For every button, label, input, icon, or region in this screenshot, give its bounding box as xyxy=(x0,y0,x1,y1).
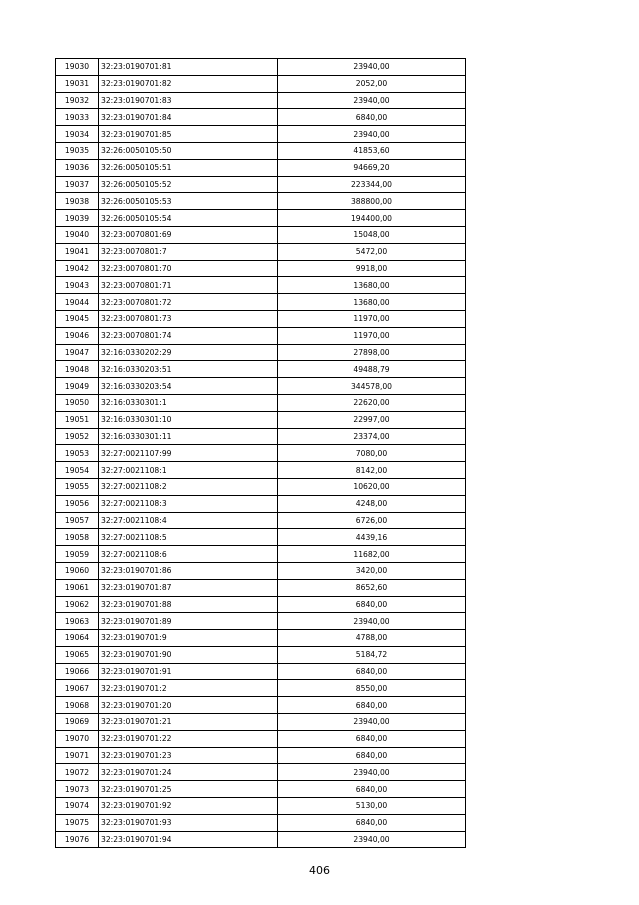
table-row xyxy=(56,596,466,613)
cadastral-value-cell: 9918,00 xyxy=(278,260,466,277)
cadastral-value-cell: 13680,00 xyxy=(278,277,466,294)
cadastral-number-cell: 32:23:0190701:84 xyxy=(99,109,278,126)
table-row xyxy=(56,478,466,495)
table-body xyxy=(56,59,466,848)
cadastral-value-cell: 6840,00 xyxy=(278,109,466,126)
row-number-cell: 19052 xyxy=(56,428,99,445)
table-row xyxy=(56,579,466,596)
cadastral-number-cell: 32:23:0190701:9 xyxy=(99,630,278,647)
cadastral-number-cell: 32:23:0190701:87 xyxy=(99,579,278,596)
cadastral-number-cell: 32:16:0330203:54 xyxy=(99,378,278,395)
cadastral-value-cell: 23940,00 xyxy=(278,59,466,76)
table-row xyxy=(56,394,466,411)
cadastral-value-cell: 4248,00 xyxy=(278,495,466,512)
table-row xyxy=(56,344,466,361)
row-number-cell: 19074 xyxy=(56,798,99,815)
cadastral-number-cell: 32:23:0190701:82 xyxy=(99,75,278,92)
row-number-cell: 19041 xyxy=(56,243,99,260)
table-row xyxy=(56,562,466,579)
cadastral-number-cell: 32:23:0070801:73 xyxy=(99,310,278,327)
cadastral-number-cell: 32:23:0070801:72 xyxy=(99,294,278,311)
table-row xyxy=(56,411,466,428)
row-number-cell: 19076 xyxy=(56,831,99,848)
table-row xyxy=(56,697,466,714)
cadastral-value-cell: 11970,00 xyxy=(278,310,466,327)
cadastral-value-cell: 15048,00 xyxy=(278,226,466,243)
cadastral-number-cell: 32:23:0070801:71 xyxy=(99,277,278,294)
cadastral-number-cell: 32:23:0070801:70 xyxy=(99,260,278,277)
row-number-cell: 19045 xyxy=(56,310,99,327)
table-row xyxy=(56,546,466,563)
row-number-cell: 19038 xyxy=(56,193,99,210)
row-number-cell: 19066 xyxy=(56,663,99,680)
cadastral-number-cell: 32:23:0190701:20 xyxy=(99,697,278,714)
table-row xyxy=(56,798,466,815)
cadastral-value-cell: 10620,00 xyxy=(278,478,466,495)
table-row xyxy=(56,142,466,159)
cadastral-value-cell: 23940,00 xyxy=(278,126,466,143)
row-number-cell: 19032 xyxy=(56,92,99,109)
table-row xyxy=(56,445,466,462)
row-number-cell: 19071 xyxy=(56,747,99,764)
cadastral-number-cell: 32:26:0050105:51 xyxy=(99,159,278,176)
table-row xyxy=(56,680,466,697)
table-row xyxy=(56,361,466,378)
row-number-cell: 19073 xyxy=(56,781,99,798)
cadastral-value-cell: 344578,00 xyxy=(278,378,466,395)
table-row xyxy=(56,529,466,546)
table-row xyxy=(56,310,466,327)
row-number-cell: 19062 xyxy=(56,596,99,613)
cadastral-number-cell: 32:23:0190701:24 xyxy=(99,764,278,781)
row-number-cell: 19035 xyxy=(56,142,99,159)
cadastral-number-cell: 32:27:0021107:99 xyxy=(99,445,278,462)
table-row xyxy=(56,59,466,76)
cadastral-number-cell: 32:23:0190701:88 xyxy=(99,596,278,613)
row-number-cell: 19053 xyxy=(56,445,99,462)
cadastral-value-cell: 23940,00 xyxy=(278,831,466,848)
cadastral-number-cell: 32:23:0190701:81 xyxy=(99,59,278,76)
row-number-cell: 19044 xyxy=(56,294,99,311)
cadastral-value-cell: 13680,00 xyxy=(278,294,466,311)
table-row xyxy=(56,243,466,260)
table-row xyxy=(56,176,466,193)
table-row xyxy=(56,294,466,311)
cadastral-value-cell: 11970,00 xyxy=(278,327,466,344)
row-number-cell: 19050 xyxy=(56,394,99,411)
table-row xyxy=(56,630,466,647)
row-number-cell: 19061 xyxy=(56,579,99,596)
cadastral-value-cell: 6840,00 xyxy=(278,596,466,613)
cadastral-number-cell: 32:16:0330203:51 xyxy=(99,361,278,378)
table-row xyxy=(56,159,466,176)
cadastral-number-cell: 32:23:0190701:83 xyxy=(99,92,278,109)
cadastral-value-cell: 8652,60 xyxy=(278,579,466,596)
cadastral-number-cell: 32:23:0190701:94 xyxy=(99,831,278,848)
table-row xyxy=(56,226,466,243)
cadastral-number-cell: 32:23:0190701:23 xyxy=(99,747,278,764)
table-row xyxy=(56,327,466,344)
cadastral-number-cell: 32:23:0070801:7 xyxy=(99,243,278,260)
cadastral-number-cell: 32:23:0190701:92 xyxy=(99,798,278,815)
row-number-cell: 19055 xyxy=(56,478,99,495)
row-number-cell: 19037 xyxy=(56,176,99,193)
table-row xyxy=(56,378,466,395)
cadastral-value-cell: 8550,00 xyxy=(278,680,466,697)
cadastral-value-cell: 7080,00 xyxy=(278,445,466,462)
table-row xyxy=(56,663,466,680)
cadastral-number-cell: 32:27:0021108:1 xyxy=(99,462,278,479)
cadastral-number-cell: 32:23:0070801:74 xyxy=(99,327,278,344)
row-number-cell: 19067 xyxy=(56,680,99,697)
cadastral-number-cell: 32:23:0190701:90 xyxy=(99,646,278,663)
cadastral-value-cell: 22620,00 xyxy=(278,394,466,411)
table-row xyxy=(56,462,466,479)
cadastral-number-cell: 32:26:0050105:50 xyxy=(99,142,278,159)
page-number: 406 xyxy=(309,864,330,877)
row-number-cell: 19060 xyxy=(56,562,99,579)
cadastral-number-cell: 32:16:0330202:29 xyxy=(99,344,278,361)
cadastral-value-cell: 5472,00 xyxy=(278,243,466,260)
row-number-cell: 19063 xyxy=(56,613,99,630)
cadastral-number-cell: 32:23:0190701:86 xyxy=(99,562,278,579)
row-number-cell: 19047 xyxy=(56,344,99,361)
table-row xyxy=(56,730,466,747)
cadastral-number-cell: 32:23:0190701:2 xyxy=(99,680,278,697)
cadastral-value-cell: 6840,00 xyxy=(278,814,466,831)
row-number-cell: 19068 xyxy=(56,697,99,714)
cadastral-value-cell: 4439,16 xyxy=(278,529,466,546)
cadastral-number-cell: 32:23:0190701:85 xyxy=(99,126,278,143)
cadastral-value-cell: 6840,00 xyxy=(278,663,466,680)
table-row xyxy=(56,193,466,210)
row-number-cell: 19054 xyxy=(56,462,99,479)
row-number-cell: 19070 xyxy=(56,730,99,747)
table-row xyxy=(56,260,466,277)
table-row xyxy=(56,92,466,109)
cadastral-value-cell: 5130,00 xyxy=(278,798,466,815)
cadastral-number-cell: 32:27:0021108:5 xyxy=(99,529,278,546)
row-number-cell: 19058 xyxy=(56,529,99,546)
cadastral-number-cell: 32:16:0330301:11 xyxy=(99,428,278,445)
row-number-cell: 19039 xyxy=(56,210,99,227)
row-number-cell: 19072 xyxy=(56,764,99,781)
cadastral-value-cell: 6840,00 xyxy=(278,730,466,747)
table-row xyxy=(56,75,466,92)
cadastral-number-cell: 32:16:0330301:10 xyxy=(99,411,278,428)
table-row xyxy=(56,781,466,798)
cadastral-value-cell: 2052,00 xyxy=(278,75,466,92)
row-number-cell: 19030 xyxy=(56,59,99,76)
cadastral-value-cell: 23940,00 xyxy=(278,764,466,781)
table-row xyxy=(56,831,466,848)
table-row xyxy=(56,210,466,227)
cadastral-value-cell: 49488,79 xyxy=(278,361,466,378)
cadastral-number-cell: 32:26:0050105:52 xyxy=(99,176,278,193)
table-row xyxy=(56,613,466,630)
table-row xyxy=(56,277,466,294)
cadastral-value-cell: 23940,00 xyxy=(278,714,466,731)
row-number-cell: 19075 xyxy=(56,814,99,831)
cadastral-value-cell: 194400,00 xyxy=(278,210,466,227)
table-row xyxy=(56,495,466,512)
cadastral-number-cell: 32:26:0050105:53 xyxy=(99,193,278,210)
cadastral-value-cell: 27898,00 xyxy=(278,344,466,361)
row-number-cell: 19034 xyxy=(56,126,99,143)
table-row xyxy=(56,512,466,529)
cadastral-value-cell: 223344,00 xyxy=(278,176,466,193)
cadastral-number-cell: 32:27:0021108:6 xyxy=(99,546,278,563)
row-number-cell: 19065 xyxy=(56,646,99,663)
cadastral-value-cell: 6726,00 xyxy=(278,512,466,529)
cadastral-value-cell: 388800,00 xyxy=(278,193,466,210)
table-row xyxy=(56,814,466,831)
row-number-cell: 19057 xyxy=(56,512,99,529)
row-number-cell: 19051 xyxy=(56,411,99,428)
row-number-cell: 19042 xyxy=(56,260,99,277)
cadastral-value-cell: 23940,00 xyxy=(278,92,466,109)
row-number-cell: 19069 xyxy=(56,714,99,731)
row-number-cell: 19043 xyxy=(56,277,99,294)
table-row xyxy=(56,428,466,445)
row-number-cell: 19059 xyxy=(56,546,99,563)
cadastral-number-cell: 32:27:0021108:2 xyxy=(99,478,278,495)
table-row xyxy=(56,747,466,764)
cadastral-value-cell: 23940,00 xyxy=(278,613,466,630)
cadastral-number-cell: 32:23:0190701:21 xyxy=(99,714,278,731)
row-number-cell: 19031 xyxy=(56,75,99,92)
cadastral-number-cell: 32:23:0190701:91 xyxy=(99,663,278,680)
cadastral-value-table xyxy=(55,58,466,848)
table-row xyxy=(56,109,466,126)
cadastral-value-cell: 41853,60 xyxy=(278,142,466,159)
row-number-cell: 19056 xyxy=(56,495,99,512)
cadastral-value-cell: 94669,20 xyxy=(278,159,466,176)
table-row xyxy=(56,646,466,663)
row-number-cell: 19049 xyxy=(56,378,99,395)
cadastral-number-cell: 32:23:0070801:69 xyxy=(99,226,278,243)
cadastral-number-cell: 32:23:0190701:22 xyxy=(99,730,278,747)
cadastral-number-cell: 32:23:0190701:25 xyxy=(99,781,278,798)
table-row xyxy=(56,714,466,731)
cadastral-value-cell: 11682,00 xyxy=(278,546,466,563)
cadastral-number-cell: 32:23:0190701:93 xyxy=(99,814,278,831)
cadastral-value-cell: 6840,00 xyxy=(278,781,466,798)
cadastral-value-cell: 3420,00 xyxy=(278,562,466,579)
table-row xyxy=(56,764,466,781)
row-number-cell: 19036 xyxy=(56,159,99,176)
cadastral-number-cell: 32:27:0021108:4 xyxy=(99,512,278,529)
row-number-cell: 19040 xyxy=(56,226,99,243)
row-number-cell: 19033 xyxy=(56,109,99,126)
row-number-cell: 19064 xyxy=(56,630,99,647)
cadastral-value-cell: 6840,00 xyxy=(278,697,466,714)
cadastral-number-cell: 32:16:0330301:1 xyxy=(99,394,278,411)
cadastral-value-cell: 4788,00 xyxy=(278,630,466,647)
table-row xyxy=(56,126,466,143)
cadastral-value-cell: 6840,00 xyxy=(278,747,466,764)
cadastral-value-cell: 23374,00 xyxy=(278,428,466,445)
row-number-cell: 19046 xyxy=(56,327,99,344)
cadastral-number-cell: 32:27:0021108:3 xyxy=(99,495,278,512)
cadastral-number-cell: 32:23:0190701:89 xyxy=(99,613,278,630)
cadastral-number-cell: 32:26:0050105:54 xyxy=(99,210,278,227)
cadastral-value-cell: 8142,00 xyxy=(278,462,466,479)
cadastral-value-cell: 22997,00 xyxy=(278,411,466,428)
row-number-cell: 19048 xyxy=(56,361,99,378)
cadastral-value-cell: 5184,72 xyxy=(278,646,466,663)
